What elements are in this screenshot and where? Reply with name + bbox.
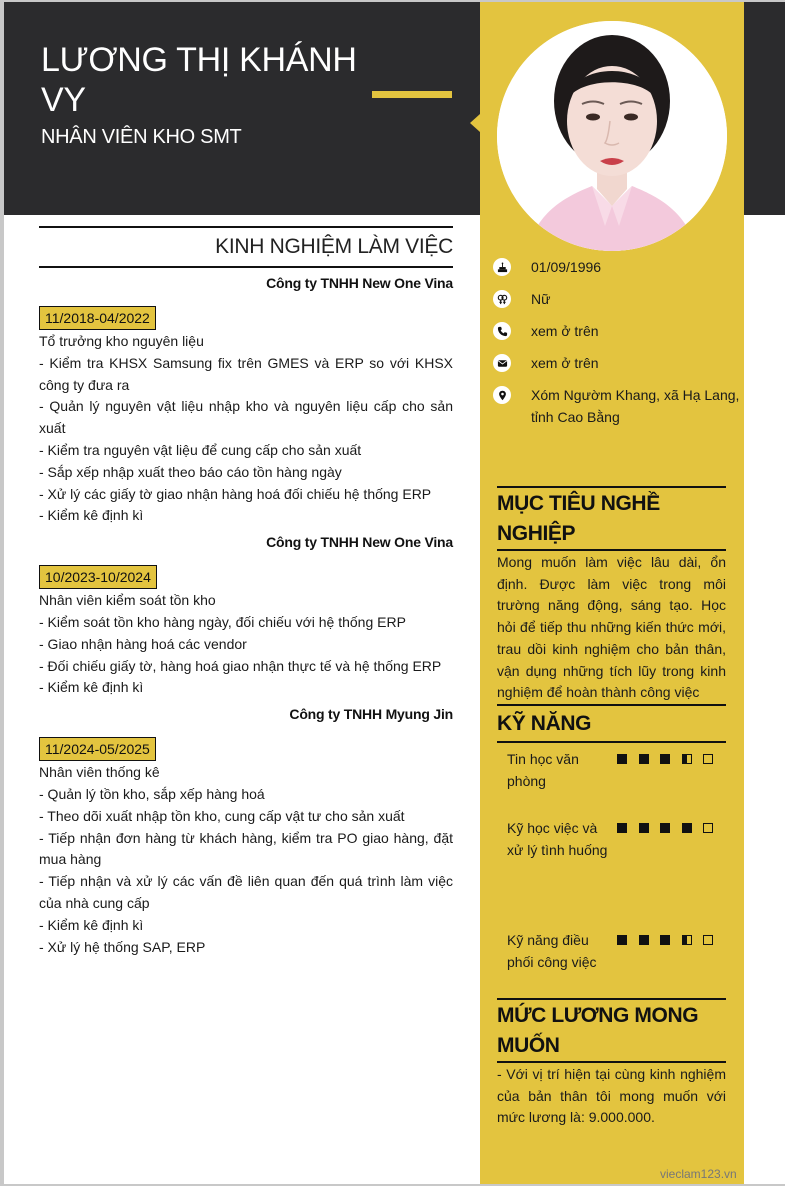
address-value: Xóm Ngườm Khang, xã Hạ Lang, tỉnh Cao Bằng bbox=[531, 387, 740, 425]
company-name: Công ty TNHH New One Vina bbox=[266, 275, 453, 291]
duty-item: - Tiếp nhận đơn hàng từ khách hàng, kiểm tra PO giao hàng, đặt mua hàng bbox=[39, 829, 453, 868]
rating-dot-full bbox=[660, 823, 670, 833]
duty-item: - Xử lý hệ thống SAP, ERP bbox=[39, 938, 206, 955]
phone-icon bbox=[493, 322, 511, 340]
contact-birthday bbox=[493, 256, 743, 278]
rating-dot-half bbox=[682, 754, 692, 764]
experience-heading: KINH NGHIỆM LÀM VIỆC bbox=[39, 226, 453, 268]
position-title: Nhân viên kiểm soát tồn kho bbox=[39, 592, 216, 609]
rating-dot-full bbox=[639, 754, 649, 764]
experience-description bbox=[39, 762, 453, 958]
duty-item: - Xử lý các giấy tờ giao nhận hàng hoá đối chiếu hệ thống ERP bbox=[39, 485, 432, 502]
period-badge: 10/2023-10/2024 bbox=[39, 565, 157, 589]
duty-item: - Kiểm tra nguyên vật liệu để cung cấp cho sản xuất bbox=[39, 441, 362, 458]
rating-dot-full bbox=[617, 823, 627, 833]
position-title: Nhân viên thống kê bbox=[39, 764, 160, 781]
accent-bar bbox=[372, 91, 452, 98]
experience-item bbox=[39, 532, 453, 699]
duty-item: - Kiểm kê định kì bbox=[39, 679, 144, 696]
skill-rating bbox=[617, 823, 725, 861]
duty-item: - Đối chiếu giấy tờ, hàng hoá giao nhận thực tế và hệ thống ERP bbox=[39, 657, 442, 674]
avatar-photo bbox=[497, 21, 727, 251]
skill-name: Tin học văn phòng bbox=[507, 751, 579, 789]
header-notch bbox=[470, 114, 480, 132]
position-title: Tổ trưởng kho nguyên liệu bbox=[39, 333, 204, 349]
rating-dot-empty bbox=[703, 935, 713, 945]
duty-item: - Kiểm tra KHSX Samsung fix trên GMES và ERP so với KHSX công ty đưa ra bbox=[39, 354, 453, 393]
salary-section bbox=[497, 998, 726, 1129]
watermark: vieclam123.vn bbox=[660, 1167, 737, 1181]
objective-text: Mong muốn làm việc lâu dài, ổn định. Được làm việc trong môi trường năng động, sáng tạo. Học hỏi để tiếp thu những kiến thức mới, trau dồi kinh nghiệm cho bản thân, vận dụng những tích lũy trong kinh nghiệm để hoàn thành công việc bbox=[497, 554, 726, 701]
phone-value: xem ở trên bbox=[531, 323, 599, 339]
candidate-name: LƯƠNG THỊ KHÁNH VY bbox=[41, 41, 357, 119]
rating-dot-full bbox=[660, 935, 670, 945]
rating-dot-full bbox=[639, 823, 649, 833]
duty-item: - Giao nhận hàng hoá các vendor bbox=[39, 635, 247, 652]
objective-section bbox=[497, 486, 726, 704]
email-value: xem ở trên bbox=[531, 355, 599, 371]
rating-dot-full bbox=[617, 935, 627, 945]
skill-item bbox=[507, 930, 726, 973]
birthday-cake-icon bbox=[493, 258, 511, 276]
experience-item bbox=[39, 704, 453, 958]
objective-heading: MỤC TIÊU NGHỀ NGHIỆP bbox=[497, 486, 726, 551]
experience-section bbox=[39, 226, 453, 962]
skill-item bbox=[507, 818, 726, 861]
skill-name: Kỹ năng điều phối công việc bbox=[507, 932, 597, 970]
duty-item: - Kiểm kê định kì bbox=[39, 507, 144, 524]
birthday-value: 01/09/1996 bbox=[531, 259, 602, 275]
salary-text: - Với vị trí hiện tại cùng kinh nghiệm của bản thân tôi mong muốn với mức lương là: 9.000.000. bbox=[497, 1066, 726, 1126]
duty-item: - Kiểm soát tồn kho hàng ngày, đối chiếu với hệ thống ERP bbox=[39, 613, 406, 630]
period-badge: 11/2024-05/2025 bbox=[39, 737, 156, 761]
contact-gender bbox=[493, 288, 743, 310]
location-pin-icon bbox=[493, 386, 511, 404]
contact-info bbox=[493, 256, 743, 438]
contact-phone bbox=[493, 320, 743, 342]
cv-page bbox=[4, 2, 785, 1184]
email-icon bbox=[493, 354, 511, 372]
company-name: Công ty TNHH Myung Jin bbox=[289, 706, 453, 723]
skill-name: Kỹ học việc và xử lý tình huống bbox=[507, 820, 608, 858]
skill-rating bbox=[617, 935, 725, 973]
duty-item: - Sắp xếp nhập xuất theo báo cáo tồn hàng ngày bbox=[39, 463, 342, 480]
contact-email bbox=[493, 352, 743, 374]
duty-item: - Tiếp nhận và xử lý các vấn đề liên quan đến quá trình làm việc của nhà cung cấp bbox=[39, 873, 453, 911]
rating-dot-full bbox=[682, 823, 692, 833]
gender-icon bbox=[493, 290, 511, 308]
experience-description bbox=[39, 590, 453, 699]
skill-item bbox=[507, 749, 726, 792]
portrait-image bbox=[497, 21, 727, 251]
rating-dot-full bbox=[639, 935, 649, 945]
contact-address bbox=[493, 384, 743, 428]
skill-rating bbox=[617, 754, 725, 792]
salary-heading: MỨC LƯƠNG MONG MUỐN bbox=[497, 998, 726, 1063]
gender-value: Nữ bbox=[531, 291, 551, 307]
skills-heading: KỸ NĂNG bbox=[497, 704, 726, 743]
company-name: Công ty TNHH New One Vina bbox=[266, 534, 453, 551]
rating-dot-full bbox=[617, 754, 627, 764]
duty-item: - Theo dõi xuất nhập tồn kho, cung cấp vật tư cho sản xuất bbox=[39, 807, 405, 824]
job-title: NHÂN VIÊN KHO SMT bbox=[41, 126, 242, 148]
experience-description bbox=[39, 331, 453, 527]
skills-section bbox=[497, 704, 726, 984]
rating-dot-empty bbox=[703, 823, 713, 833]
duty-item: - Quản lý tồn kho, sắp xếp hàng hoá bbox=[39, 785, 265, 802]
rating-dot-full bbox=[660, 754, 670, 764]
period-badge: 11/2018-04/2022 bbox=[39, 306, 156, 330]
experience-item bbox=[39, 273, 453, 527]
duty-item: - Kiểm kê định kì bbox=[39, 916, 144, 933]
duty-item: - Quản lý nguyên vật liệu nhập kho và nguyên liệu cấp cho sản xuất bbox=[39, 398, 453, 437]
rating-dot-half bbox=[682, 935, 692, 945]
rating-dot-empty bbox=[703, 754, 713, 764]
